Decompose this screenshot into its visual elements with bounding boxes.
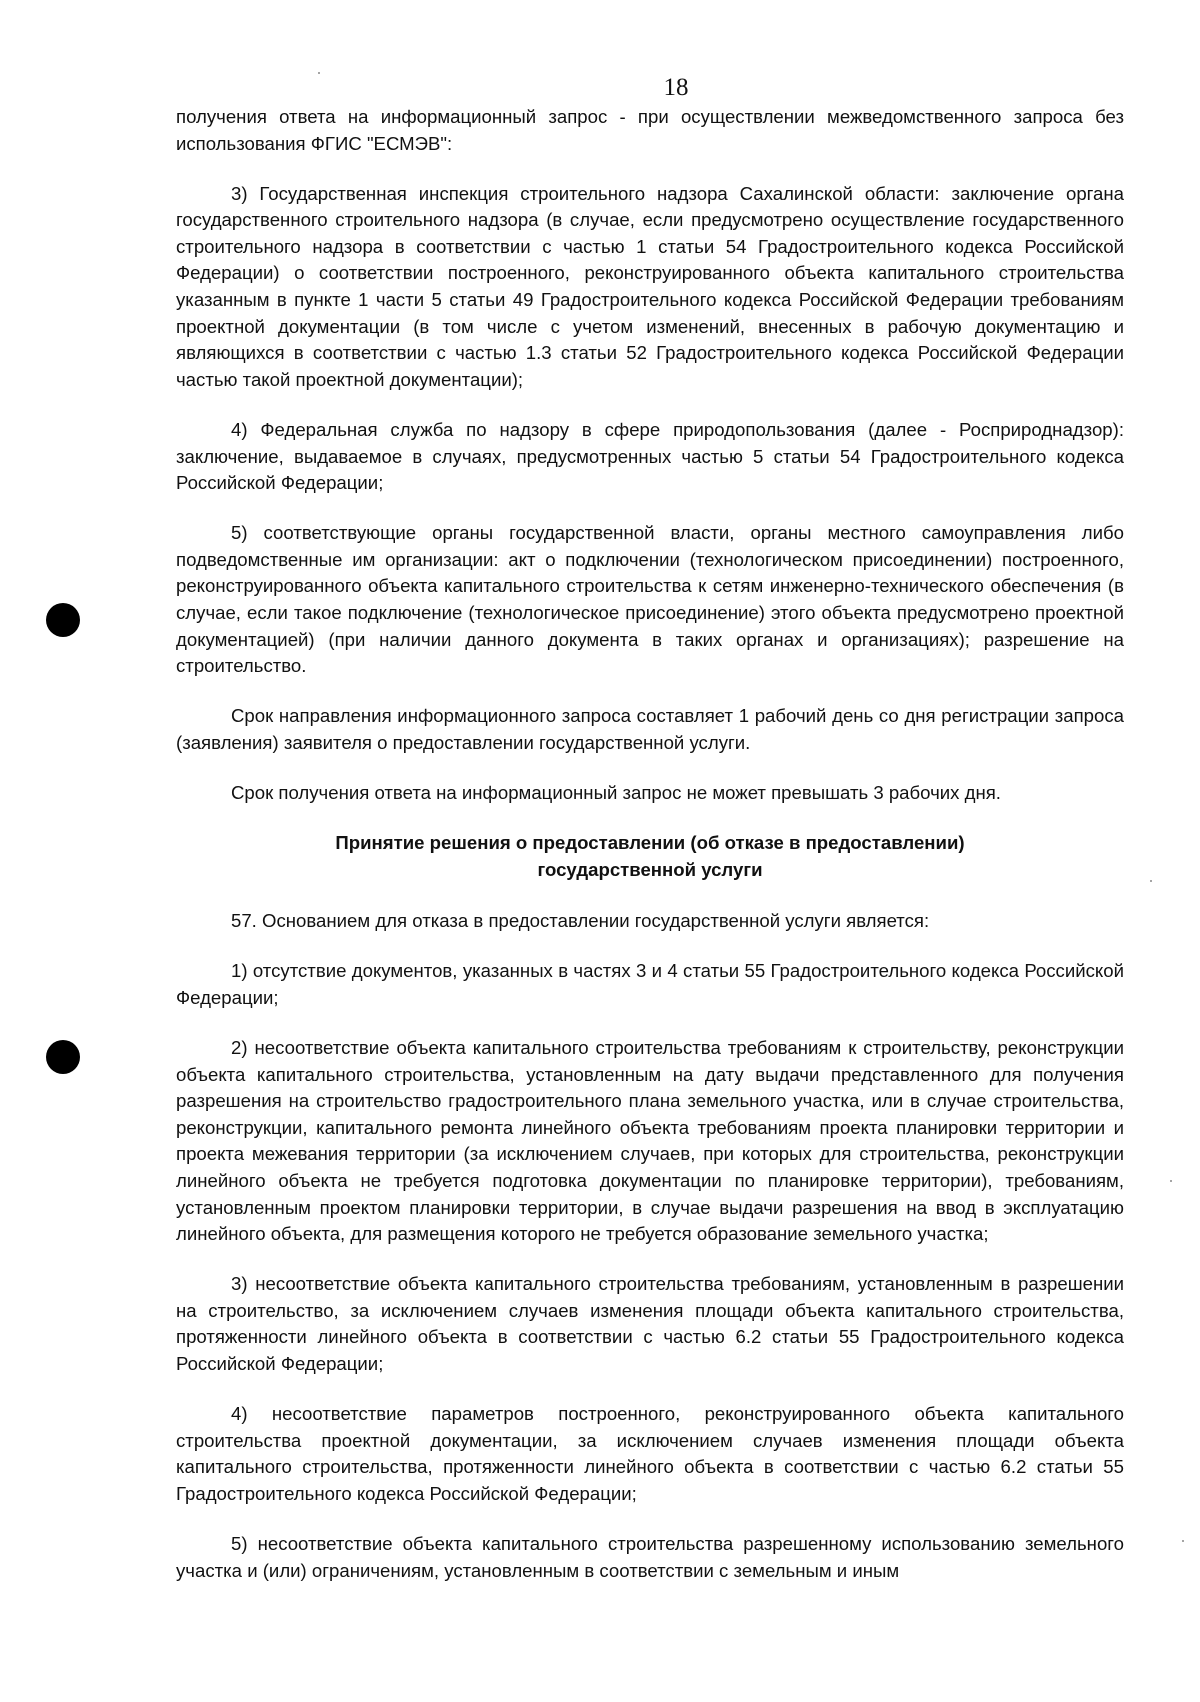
paragraph-ground-4: 4) несоответствие параметров построенного, реконструированного объекта капитального строительства проектной документации, за исключением случаев изменения площади объекта капитального строительства, протяженности линейного объекта в соответствии с частью 6.2 статьи 55 Градостроительного кодекса Российской Федерации; [176,1403,1124,1504]
scan-speck [1150,880,1152,882]
paragraph-item-5-authorities: 5) соответствующие органы государственной власти, органы местного самоуправления либо подведомственные им организации: акт о подключении (технологическом присоединении) построенного, реконструированного объекта капитального строительства к сетям инженерно-технического обеспечения (в случае, если такое подключение (технологическое присоединение) этого объекта предусмотрено проектной документацией) (при наличии данного документа в таких органах и организациях); разрешение на строительство. [176,522,1124,677]
section-heading [176,830,1124,883]
section-heading-line-1: Принятие решения о предоставлении (об отказе в предоставлении) [335,832,965,854]
paragraph-continuation: получения ответа на информационный запрос - при осуществлении межведомственного запроса без использования ФГИС "ЕСМЭВ": [176,106,1124,154]
punch-hole-top [46,603,80,637]
scan-speck [1170,1180,1172,1182]
punch-hole-bottom [46,1040,80,1074]
paragraph-ground-5: 5) несоответствие объекта капитального строительства разрешенному использованию земельного участка и (или) ограничениям, установленным в соответствии с земельным и иным [176,1533,1124,1581]
paragraph-57-grounds: 57. Основанием для отказа в предоставлении государственной услуги является: [231,910,930,932]
scan-speck [318,72,320,74]
document-body [176,104,1124,1608]
paragraph-item-3-inspection: 3) Государственная инспекция строительного надзора Сахалинской области: заключение органа государственного строительного надзора (в случае, если предусмотрено осуществление государственного строительного надзора в соответствии с частью 1 статьи 54 Градостроительного кодекса Российской Федерации) о соответствии построенного, реконструированного объекта капитального строительства указанным в пункте 1 части 5 статьи 49 Градостроительного кодекса Российской Федерации требованиям проектной документации (в том числе с учетом изменений, внесенных в рабочую документацию и являющихся в соответствии с частью 1.3 статьи 52 Градостроительного кодекса Российской Федерации частью такой проектной документации); [176,182,1124,390]
paragraph-item-4-rosprirodnadzor: 4) Федеральная служба по надзору в сфере природопользования (далее - Росприроднадзор): заключение, выдаваемое в случаях, предусмотренных частью 5 статьи 54 Градостроительного кодекса Российской Федерации; [176,418,1124,494]
paragraph-response-deadline: Срок получения ответа на информационный запрос не может превышать 3 рабочих дня. [231,781,1001,803]
paragraph-ground-1: 1) отсутствие документов, указанных в частях 3 и 4 статьи 55 Градостроительного кодекса Российской Федерации; [176,960,1124,1008]
page-number: 18 [663,74,689,101]
scan-speck [1182,1540,1184,1542]
section-heading-line-2: государственной услуги [537,858,763,880]
paragraph-request-deadline: Срок направления информационного запроса составляет 1 рабочий день со дня регистрации запроса (заявления) заявителя о предоставлении государственной услуги. [176,705,1124,753]
paragraph-ground-2: 2) несоответствие объекта капитального строительства требованиям к строительству, реконструкции объекта капитального строительства, установленным на дату выдачи представленного для получения разрешения на строительство градостроительного плана земельного участка, или в случае строительства, реконструкции, капитального ремонта линейного объекта требованиям проекта планировки территории и проекта межевания территории (за исключением случаев, при которых для строительства, реконструкции линейного объекта не требуется подготовка документации по планировке территории), требованиям, установленным проектом планировки территории, в случае выдачи разрешения на ввод в эксплуатацию линейного объекта, для размещения которого не требуется образование земельного участка; [176,1037,1124,1245]
paragraph-ground-3: 3) несоответствие объекта капитального строительства требованиям, установленным в разрешении на строительство, за исключением случаев изменения площади объекта капитального строительства, протяженности линейного объекта в соответствии с частью 6.2 статьи 55 Градостроительного кодекса Российской Федерации; [176,1273,1124,1375]
